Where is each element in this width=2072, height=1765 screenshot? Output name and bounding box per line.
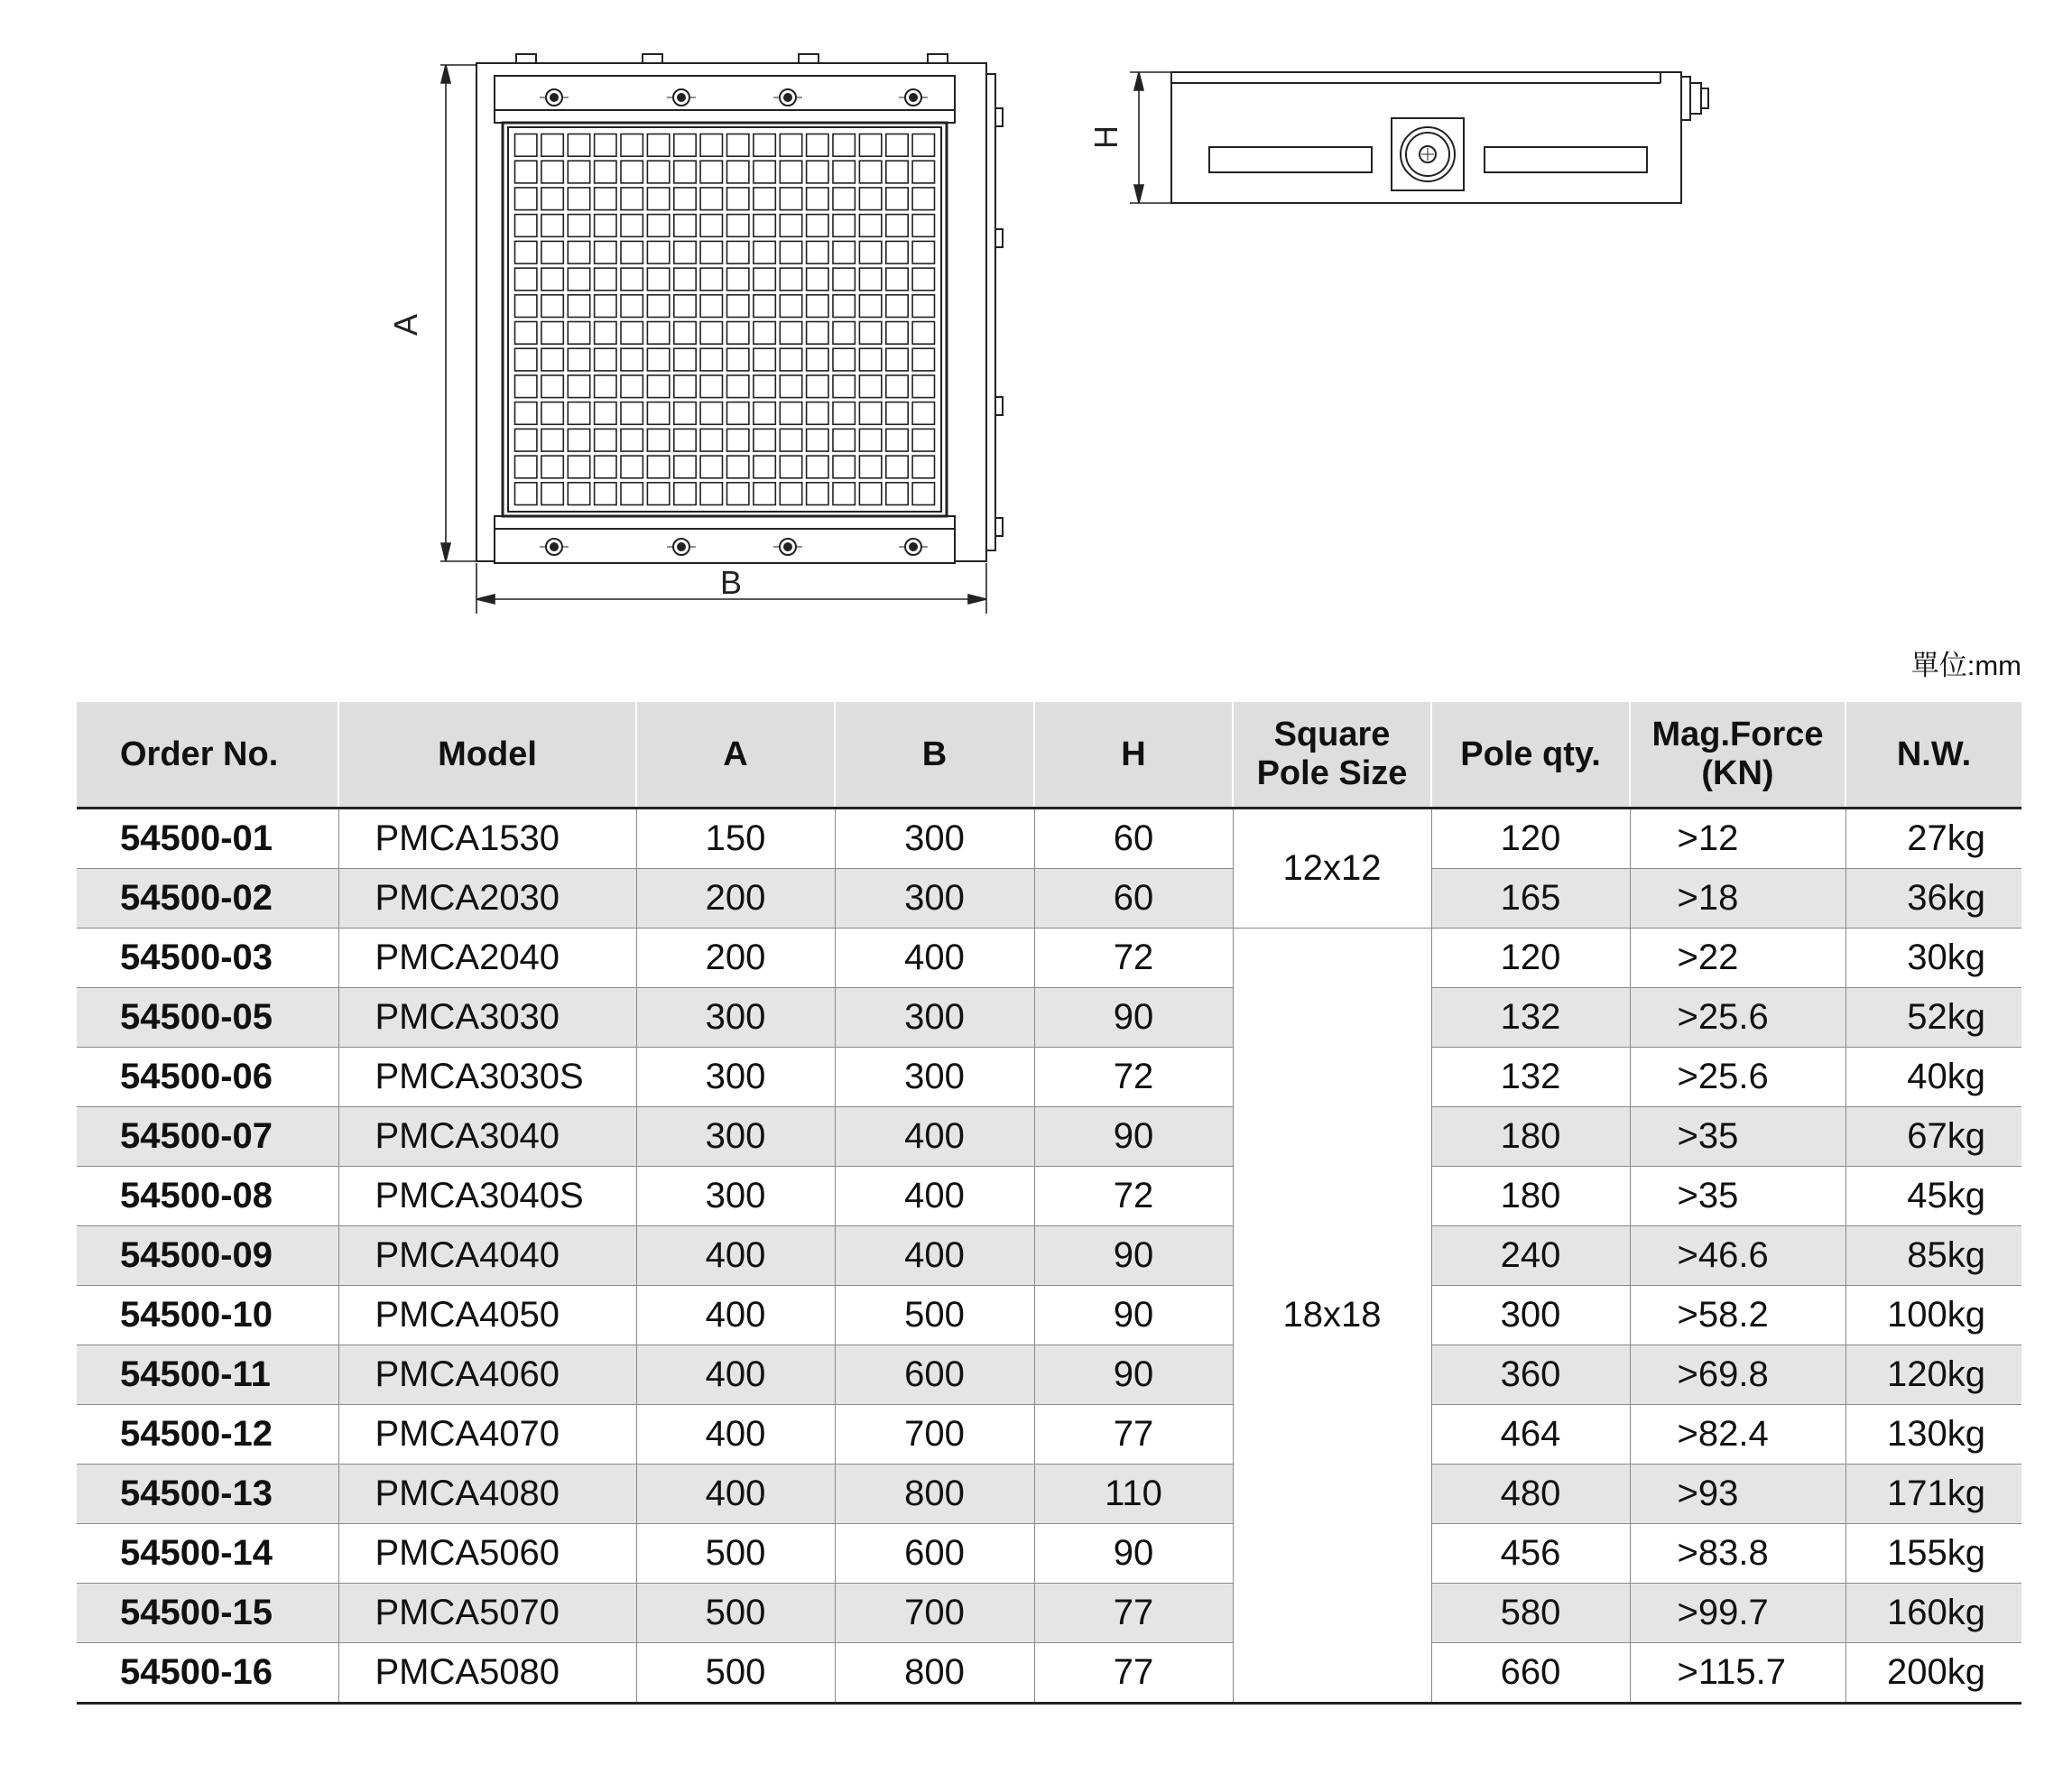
unit-note: 單位:mm <box>1910 650 2021 681</box>
table-row <box>77 1465 2021 1524</box>
dim-b-cell: 800 <box>835 1643 1034 1704</box>
order-no-cell: 54500-11 <box>77 1345 338 1405</box>
pole-qty-cell: 456 <box>1431 1524 1630 1584</box>
order-no-cell: 54500-08 <box>77 1167 338 1226</box>
dimension-a-label: A <box>387 313 424 337</box>
mag-force-cell: >46.6 <box>1630 1226 1845 1286</box>
model-cell: PMCA2040 <box>338 929 636 988</box>
order-no-cell: 54500-10 <box>77 1286 338 1345</box>
table-row <box>77 1643 2021 1704</box>
pole-qty-cell: 580 <box>1431 1584 1630 1643</box>
model-cell: PMCA4050 <box>338 1286 636 1345</box>
dim-b-cell: 500 <box>835 1286 1034 1345</box>
model-cell: PMCA4060 <box>338 1345 636 1405</box>
table-row <box>77 1524 2021 1584</box>
dim-h-cell: 90 <box>1034 1226 1233 1286</box>
mag-force-cell: >99.7 <box>1630 1584 1845 1643</box>
dim-b-cell: 600 <box>835 1345 1034 1405</box>
dim-a-cell: 400 <box>636 1286 835 1345</box>
mag-force-cell: >12 <box>1630 809 1845 869</box>
pole-qty-cell: 240 <box>1431 1226 1630 1286</box>
order-no-cell: 54500-01 <box>77 809 338 869</box>
table-row <box>77 1286 2021 1345</box>
order-no-cell: 54500-06 <box>77 1048 338 1107</box>
header-square-pole-size <box>1233 702 1431 809</box>
pole-qty-cell: 165 <box>1431 869 1630 929</box>
pole-qty-cell: 480 <box>1431 1465 1630 1524</box>
mag-force-cell: >58.2 <box>1630 1286 1845 1345</box>
model-cell: PMCA3030 <box>338 988 636 1048</box>
mag-force-cell: >18 <box>1630 869 1845 929</box>
header-square-pole-size-line2: Pole Size <box>1256 754 1408 792</box>
dim-a-cell: 400 <box>636 1226 835 1286</box>
mag-force-cell: >69.8 <box>1630 1345 1845 1405</box>
header-order-no: Order No. <box>77 702 338 809</box>
pole-qty-cell: 464 <box>1431 1405 1630 1465</box>
dim-a-cell: 300 <box>636 1167 835 1226</box>
dim-b-cell: 400 <box>835 929 1034 988</box>
square-pole-size-cell: 18x18 <box>1233 929 1431 1704</box>
mag-force-cell: >83.8 <box>1630 1524 1845 1584</box>
dim-h-cell: 77 <box>1034 1405 1233 1465</box>
dim-h-cell: 72 <box>1034 1048 1233 1107</box>
header-model: Model <box>338 702 636 809</box>
net-weight-cell: 171kg <box>1845 1465 2021 1524</box>
mag-force-cell: >35 <box>1630 1107 1845 1167</box>
switch-knob-icon <box>1392 118 1464 190</box>
dim-h-cell: 90 <box>1034 1286 1233 1345</box>
header-mag-force <box>1630 702 1845 809</box>
model-cell: PMCA3040S <box>338 1167 636 1226</box>
dim-h-cell: 60 <box>1034 869 1233 929</box>
dim-b-cell: 600 <box>835 1524 1034 1584</box>
header-net-weight: N.W. <box>1845 702 2021 809</box>
net-weight-cell: 45kg <box>1845 1167 2021 1226</box>
dim-a-cell: 500 <box>636 1524 835 1584</box>
dim-h-cell: 60 <box>1034 809 1233 869</box>
top-view-drawing <box>476 54 1003 563</box>
order-no-cell: 54500-09 <box>77 1226 338 1286</box>
specification-table <box>77 702 2021 1705</box>
net-weight-cell: 100kg <box>1845 1286 2021 1345</box>
dimension-h-label: H <box>1087 125 1124 149</box>
side-view-drawing <box>1171 72 1708 203</box>
dim-h-cell: 90 <box>1034 1107 1233 1167</box>
order-no-cell: 54500-02 <box>77 869 338 929</box>
header-square-pole-size-line1: Square <box>1273 716 1391 754</box>
net-weight-cell: 200kg <box>1845 1643 2021 1704</box>
order-no-cell: 54500-15 <box>77 1584 338 1643</box>
dimension-a <box>387 65 476 561</box>
pole-qty-cell: 300 <box>1431 1286 1630 1345</box>
mag-force-cell: >22 <box>1630 929 1845 988</box>
dim-a-cell: 400 <box>636 1405 835 1465</box>
order-no-cell: 54500-05 <box>77 988 338 1048</box>
dim-b-cell: 700 <box>835 1584 1034 1643</box>
net-weight-cell: 160kg <box>1845 1584 2021 1643</box>
pole-qty-cell: 120 <box>1431 929 1630 988</box>
dim-a-cell: 300 <box>636 1048 835 1107</box>
dim-h-cell: 90 <box>1034 1345 1233 1405</box>
dim-a-cell: 500 <box>636 1584 835 1643</box>
table-row <box>77 1584 2021 1643</box>
dim-a-cell: 200 <box>636 869 835 929</box>
dim-a-cell: 400 <box>636 1345 835 1405</box>
order-no-cell: 54500-13 <box>77 1465 338 1524</box>
dim-b-cell: 300 <box>835 1048 1034 1107</box>
model-cell: PMCA1530 <box>338 809 636 869</box>
dim-a-cell: 200 <box>636 929 835 988</box>
order-no-cell: 54500-16 <box>77 1643 338 1704</box>
dim-b-cell: 700 <box>835 1405 1034 1465</box>
dim-a-cell: 400 <box>636 1465 835 1524</box>
table-row <box>77 1048 2021 1107</box>
dimension-b-label: B <box>719 564 743 601</box>
pole-qty-cell: 360 <box>1431 1345 1630 1405</box>
table-row <box>77 1405 2021 1465</box>
dim-b-cell: 300 <box>835 988 1034 1048</box>
table-row <box>77 1167 2021 1226</box>
dim-b-cell: 300 <box>835 809 1034 869</box>
table-row <box>77 1345 2021 1405</box>
mag-force-cell: >115.7 <box>1630 1643 1845 1704</box>
dim-h-cell: 90 <box>1034 1524 1233 1584</box>
mag-force-cell: >35 <box>1630 1167 1845 1226</box>
square-pole-size-cell: 12x12 <box>1233 809 1431 929</box>
dim-h-cell: 90 <box>1034 988 1233 1048</box>
header-h: H <box>1034 702 1233 809</box>
net-weight-cell: 120kg <box>1845 1345 2021 1405</box>
net-weight-cell: 85kg <box>1845 1226 2021 1286</box>
dim-b-cell: 400 <box>835 1107 1034 1167</box>
table-header-row <box>77 702 2021 809</box>
dim-a-cell: 150 <box>636 809 835 869</box>
pole-qty-cell: 120 <box>1431 809 1630 869</box>
model-cell: PMCA3040 <box>338 1107 636 1167</box>
table-row <box>77 869 2021 929</box>
model-cell: PMCA5070 <box>338 1584 636 1643</box>
pole-qty-cell: 180 <box>1431 1167 1630 1226</box>
mag-force-cell: >93 <box>1630 1465 1845 1524</box>
dim-b-cell: 300 <box>835 869 1034 929</box>
header-mag-force-line1: Mag.Force <box>1651 716 1824 754</box>
net-weight-cell: 130kg <box>1845 1405 2021 1465</box>
model-cell: PMCA4080 <box>338 1465 636 1524</box>
model-cell: PMCA5060 <box>338 1524 636 1584</box>
order-no-cell: 54500-03 <box>77 929 338 988</box>
mag-force-cell: >82.4 <box>1630 1405 1845 1465</box>
dim-b-cell: 400 <box>835 1167 1034 1226</box>
technical-drawing <box>0 0 2072 650</box>
net-weight-cell: 36kg <box>1845 869 2021 929</box>
dim-a-cell: 300 <box>636 1107 835 1167</box>
dim-b-cell: 800 <box>835 1465 1034 1524</box>
pole-qty-cell: 132 <box>1431 1048 1630 1107</box>
net-weight-cell: 30kg <box>1845 929 2021 988</box>
net-weight-cell: 52kg <box>1845 988 2021 1048</box>
dim-h-cell: 77 <box>1034 1643 1233 1704</box>
dim-a-cell: 300 <box>636 988 835 1048</box>
side-mount-knobs <box>995 108 1003 536</box>
net-weight-cell: 40kg <box>1845 1048 2021 1107</box>
model-cell: PMCA5080 <box>338 1643 636 1704</box>
table-body <box>77 809 2021 1704</box>
header-pole-qty: Pole qty. <box>1431 702 1630 809</box>
pole-qty-cell: 180 <box>1431 1107 1630 1167</box>
pole-qty-cell: 660 <box>1431 1643 1630 1704</box>
table-row <box>77 988 2021 1048</box>
header-mag-force-line2: (KN) <box>1701 754 1774 792</box>
dim-a-cell: 500 <box>636 1643 835 1704</box>
dimension-h <box>1087 72 1171 203</box>
dim-h-cell: 77 <box>1034 1584 1233 1643</box>
dim-h-cell: 72 <box>1034 1167 1233 1226</box>
model-cell: PMCA4040 <box>338 1226 636 1286</box>
model-cell: PMCA4070 <box>338 1405 636 1465</box>
order-no-cell: 54500-07 <box>77 1107 338 1167</box>
header-a: A <box>636 702 835 809</box>
order-no-cell: 54500-12 <box>77 1405 338 1465</box>
table-row <box>77 929 2021 988</box>
dim-h-cell: 72 <box>1034 929 1233 988</box>
dim-h-cell: 110 <box>1034 1465 1233 1524</box>
net-weight-cell: 27kg <box>1845 809 2021 869</box>
mag-force-cell: >25.6 <box>1630 1048 1845 1107</box>
order-no-cell: 54500-14 <box>77 1524 338 1584</box>
net-weight-cell: 67kg <box>1845 1107 2021 1167</box>
table-row <box>77 1226 2021 1286</box>
table-row <box>77 809 2021 869</box>
header-b: B <box>835 702 1034 809</box>
table-row <box>77 1107 2021 1167</box>
model-cell: PMCA2030 <box>338 869 636 929</box>
mag-force-cell: >25.6 <box>1630 988 1845 1048</box>
pole-qty-cell: 132 <box>1431 988 1630 1048</box>
model-cell: PMCA3030S <box>338 1048 636 1107</box>
dimension-b <box>476 563 986 614</box>
net-weight-cell: 155kg <box>1845 1524 2021 1584</box>
dim-b-cell: 400 <box>835 1226 1034 1286</box>
